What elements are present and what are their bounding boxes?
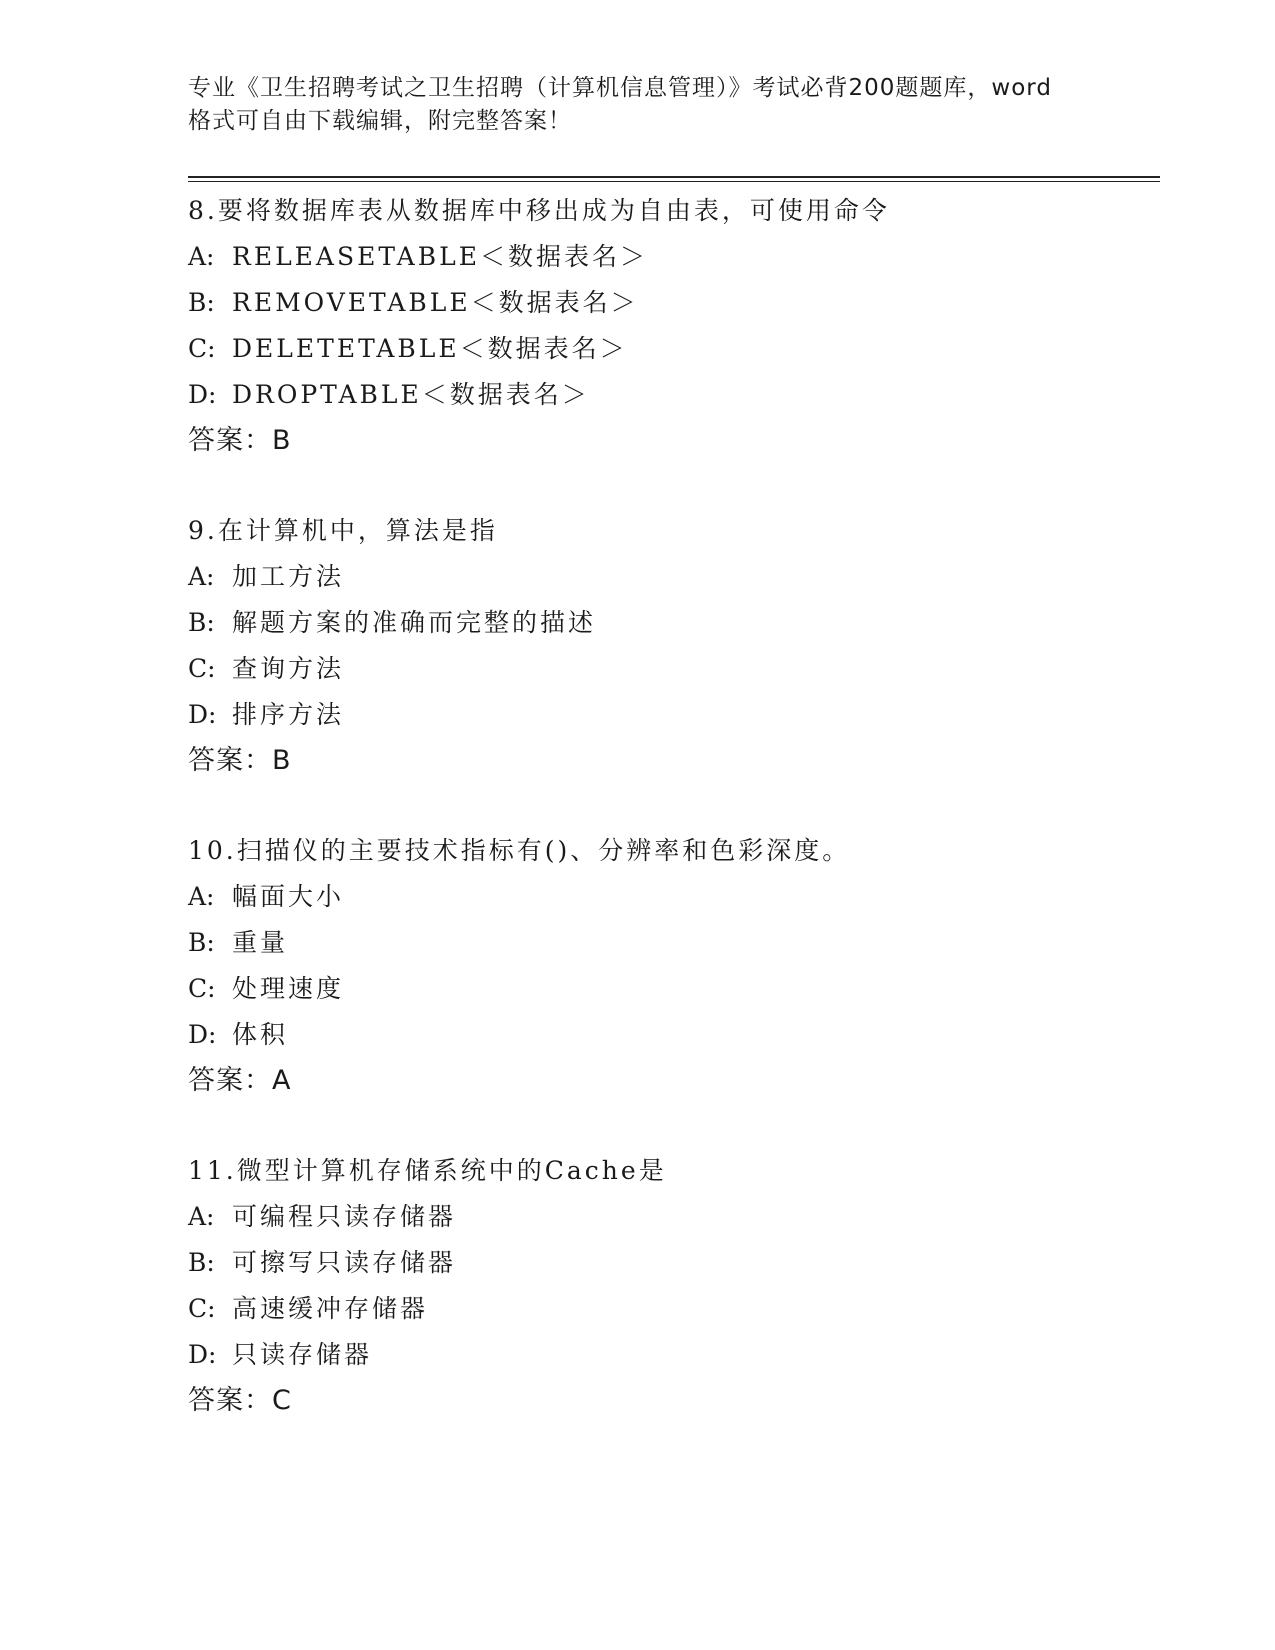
option-a [188,234,1160,280]
option-text: 排序方法 [232,700,345,729]
option-text: 重量 [232,928,289,957]
option-d [188,372,1160,418]
option-text: 幅面大小 [232,882,345,911]
option-text: DELETETABLE＜数据表名＞ [232,334,628,363]
option-letter: A: [188,562,215,591]
option-b [188,600,1160,646]
option-a [188,874,1160,920]
question-list [188,188,1160,1468]
option-b [188,920,1160,966]
option-d [188,1012,1160,1058]
option-text: 高速缓冲存储器 [232,1294,429,1323]
option-letter: C: [188,654,216,683]
option-letter: D: [188,1020,217,1049]
option-letter: D: [188,380,217,409]
question-9 [188,508,1160,784]
option-letter: B: [188,608,215,637]
option-text: 可编程只读存储器 [232,1202,457,1231]
option-letter: C: [188,334,216,363]
header-line-1: 专业《卫生招聘考试之卫生招聘（计算机信息管理）》考试必背200题题库，word [188,75,1052,101]
option-b [188,280,1160,326]
option-letter: D: [188,700,217,729]
document-header [188,72,1108,138]
question-stem: 8.要将数据库表从数据库中移出成为自由表，可使用命令 [188,196,890,225]
option-text: 加工方法 [232,562,345,591]
option-c [188,1286,1160,1332]
option-text: 体积 [232,1020,289,1049]
option-text: 只读存储器 [232,1340,373,1369]
option-a [188,1194,1160,1240]
option-letter: D: [188,1340,217,1369]
option-text: 可擦写只读存储器 [232,1248,457,1277]
answer-line: 答案：B [188,745,292,776]
option-c [188,326,1160,372]
option-d [188,692,1160,738]
option-letter: A: [188,242,215,271]
question-10 [188,828,1160,1104]
question-stem: 11.微型计算机存储系统中的Cache是 [188,1156,667,1185]
question-11 [188,1148,1160,1424]
answer-line: 答案：A [188,1065,292,1096]
option-letter: B: [188,288,215,317]
answer-line: 答案：C [188,1385,292,1416]
option-letter: A: [188,882,215,911]
option-c [188,646,1160,692]
answer-line: 答案：B [188,425,292,456]
option-a [188,554,1160,600]
option-text: 解题方案的准确而完整的描述 [232,608,597,637]
question-8 [188,188,1160,464]
option-c [188,966,1160,1012]
option-text: DROPTABLE＜数据表名＞ [232,380,590,409]
header-divider [188,176,1160,182]
option-letter: B: [188,1248,215,1277]
option-text: 处理速度 [232,974,345,1003]
option-b [188,1240,1160,1286]
option-d [188,1332,1160,1378]
question-stem: 10.扫描仪的主要技术指标有()、分辨率和色彩深度。 [188,836,851,865]
option-letter: A: [188,1202,215,1231]
question-stem: 9.在计算机中，算法是指 [188,516,498,545]
option-text: RELEASETABLE＜数据表名＞ [232,242,648,271]
header-line-2: 格式可自由下载编辑，附完整答案！ [188,108,572,134]
option-letter: B: [188,928,215,957]
option-text: 查询方法 [232,654,345,683]
option-letter: C: [188,1294,216,1323]
option-letter: C: [188,974,216,1003]
option-text: REMOVETABLE＜数据表名＞ [232,288,639,317]
